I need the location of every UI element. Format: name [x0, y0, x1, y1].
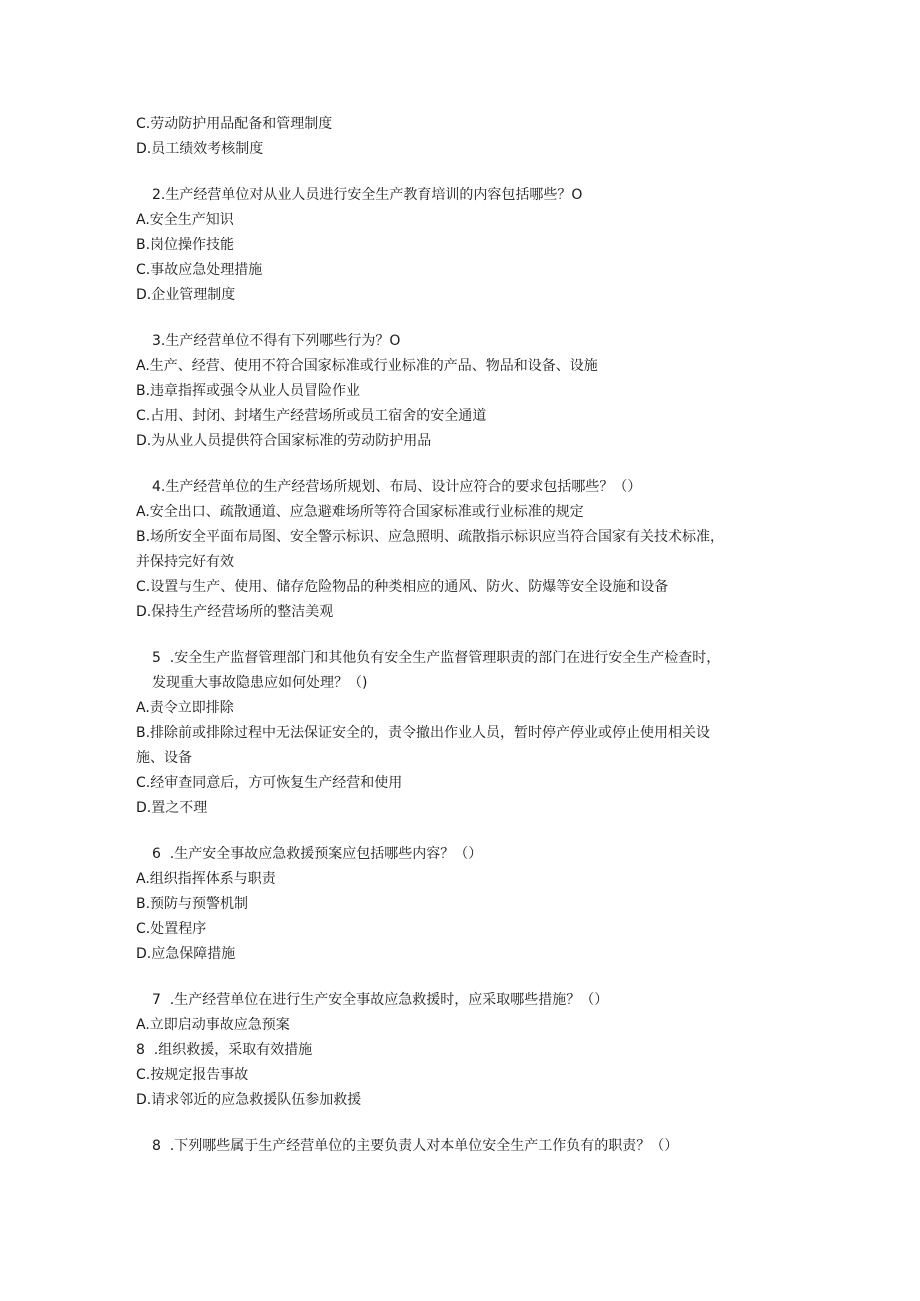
option-text: C.劳动防护用品配备和管理制度 — [136, 116, 333, 132]
question-block — [136, 112, 786, 162]
option-text: C.事故应急处理措施 — [136, 262, 263, 278]
block-gap — [136, 967, 786, 988]
option-text: D.保持生产经营场所的整洁美观 — [136, 604, 334, 620]
option-text: B.排除前或排除过程中无法保证安全的，责令撤出作业人员，暂时停产停业或停止使用相关设 — [136, 725, 711, 741]
option-text: D.为从业人员提供符合国家标准的劳动防护用品 — [136, 433, 432, 449]
option-text: A.安全生产知识 — [136, 212, 234, 228]
option-text: C.处置程序 — [136, 921, 207, 937]
option-text: B.岗位操作技能 — [136, 237, 235, 253]
option-text: D.请求邻近的应急救援队伍参加救援 — [136, 1092, 362, 1108]
option-text: D.企业管理制度 — [136, 287, 236, 303]
question-text: 7 .生产经营单位在进行生产安全事故应急救援时，应采取哪些措施？（） — [152, 992, 609, 1008]
question-block — [136, 329, 786, 454]
option-text: 并保持完好有效 — [136, 554, 234, 570]
block-gap — [136, 625, 786, 646]
question-block — [136, 646, 786, 821]
question-text: 发现重大事故隐患应如何处理？（) — [152, 675, 368, 691]
question-text: 2.生产经营单位对从业人员进行安全生产教育培训的内容包括哪些？O — [152, 187, 583, 203]
option-text: A.组织指挥体系与职责 — [136, 871, 276, 887]
question-text: 3.生产经营单位不得有下列哪些行为？O — [152, 333, 401, 349]
question-list — [136, 112, 786, 1159]
option-text: C.按规定报告事故 — [136, 1067, 249, 1083]
question-text: 8 .下列哪些属于生产经营单位的主要负责人对本单位安全生产工作负有的职责？（） — [152, 1138, 679, 1154]
option-text: B.场所安全平面布局图、安全警示标识、应急照明、疏散指示标识应当符合国家有关技术标准， — [136, 529, 725, 545]
block-gap — [136, 162, 786, 183]
question-text: 6 .生产安全事故应急救援预案应包括哪些内容？（） — [152, 846, 483, 862]
block-gap — [136, 308, 786, 329]
option-text: B.违章指挥或强令从业人员冒险作业 — [136, 383, 361, 399]
option-text: 8 .组织救援，采取有效措施 — [136, 1042, 313, 1058]
option-text: 施、设备 — [136, 750, 192, 766]
option-text: A.责令立即排除 — [136, 700, 234, 716]
block-gap — [136, 821, 786, 842]
question-text: 4.生产经营单位的生产经营场所规划、布局、设计应符合的要求包括哪些？（） — [152, 479, 642, 495]
option-text: D.应急保障措施 — [136, 946, 236, 962]
option-text: A.生产、经营、使用不符合国家标准或行业标准的产品、物品和设备、设施 — [136, 358, 598, 374]
question-block — [136, 842, 786, 967]
option-text: C.经审查同意后，方可恢复生产经营和使用 — [136, 775, 403, 791]
option-text: B.预防与预警机制 — [136, 896, 249, 912]
question-text: 5 .安全生产监督管理部门和其他负有安全生产监督管理职责的部门在进行安全生产检查时， — [152, 650, 721, 666]
option-text: D.置之不理 — [136, 800, 208, 816]
option-text: D.员工绩效考核制度 — [136, 141, 264, 157]
question-block — [136, 1134, 786, 1159]
option-text: C.占用、封闭、封堵生产经营场所或员工宿舍的安全通道 — [136, 408, 487, 424]
question-block — [136, 183, 786, 308]
option-text: A.立即启动事故应急预案 — [136, 1017, 290, 1033]
block-gap — [136, 1113, 786, 1134]
option-text: C.设置与生产、使用、储存危险物品的种类相应的通风、防火、防爆等安全设施和设备 — [136, 579, 669, 595]
question-block — [136, 988, 786, 1113]
block-gap — [136, 454, 786, 475]
option-text: A.安全出口、疏散通道、应急避难场所等符合国家标准或行业标准的规定 — [136, 504, 584, 520]
question-block — [136, 475, 786, 625]
